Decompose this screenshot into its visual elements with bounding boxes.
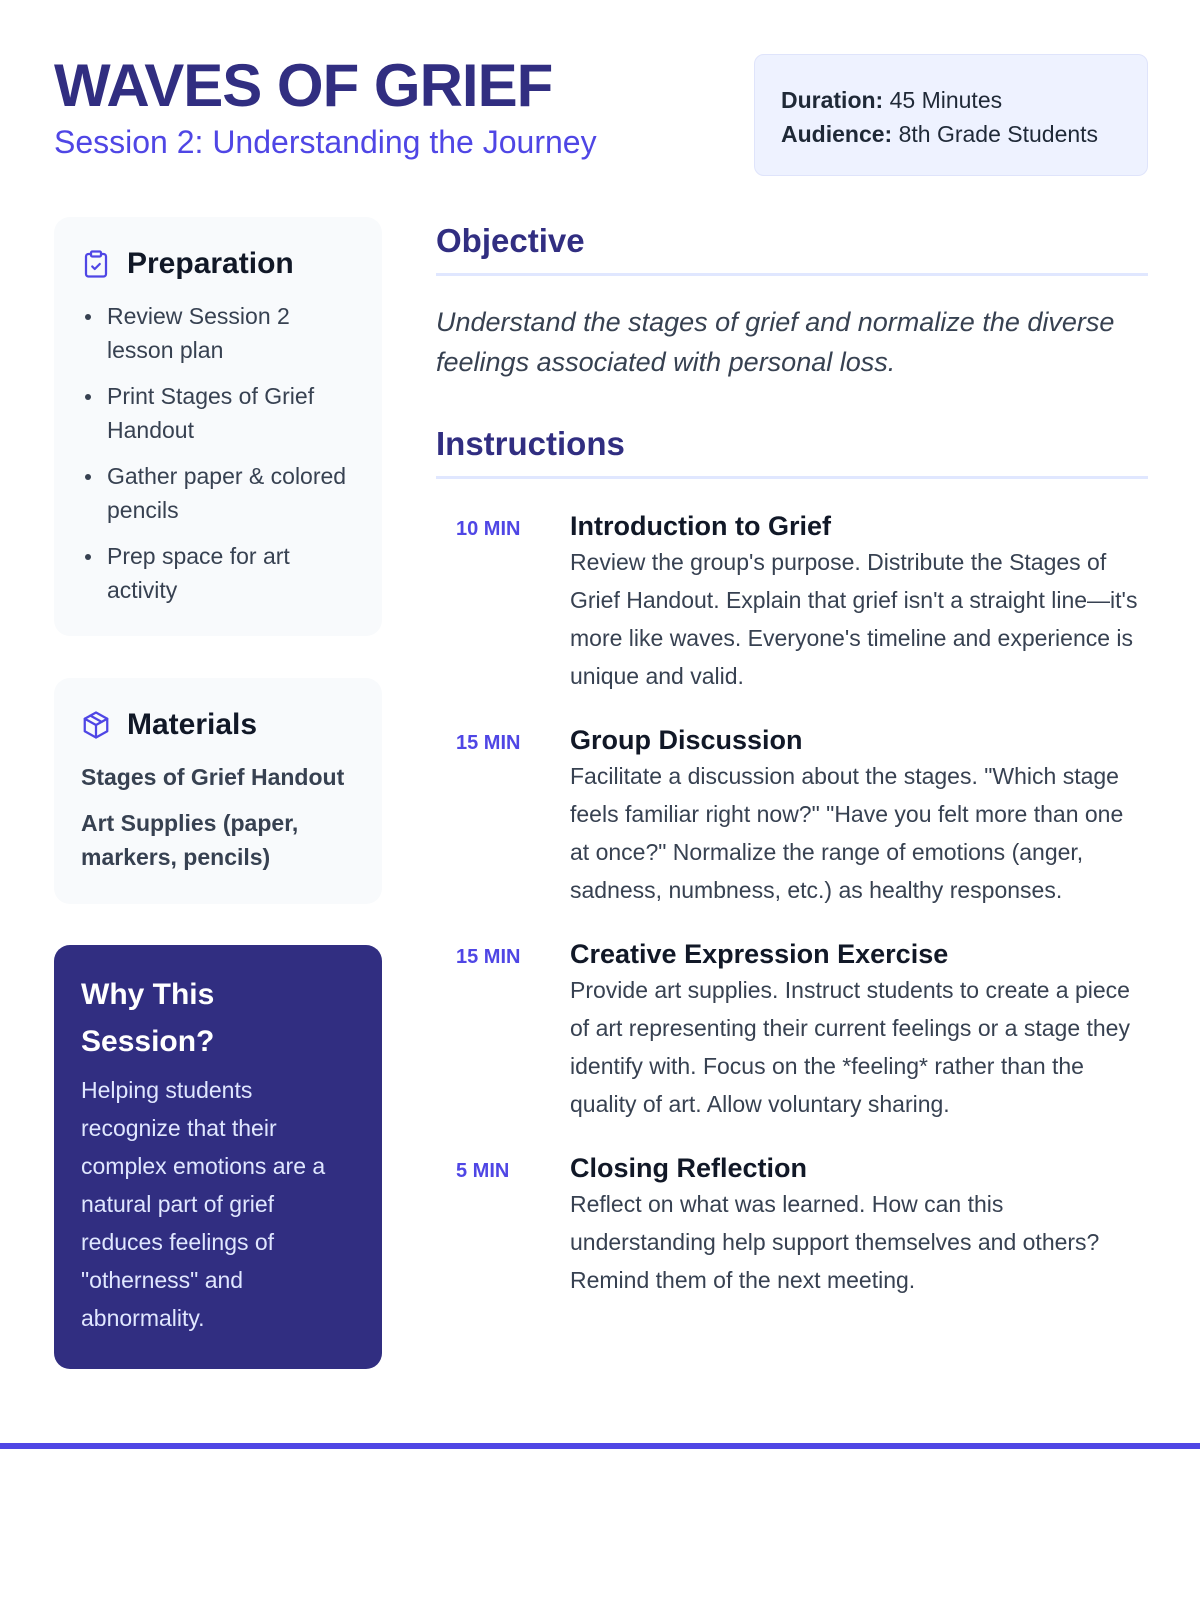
instruction-step xyxy=(436,509,1148,695)
step-body xyxy=(570,723,1148,909)
instruction-steps xyxy=(436,509,1148,1299)
session-meta-box xyxy=(754,54,1148,176)
preparation-title: Preparation xyxy=(127,247,294,280)
duration-row xyxy=(781,83,1121,117)
materials-title: Materials xyxy=(127,708,258,741)
instruction-step xyxy=(436,1151,1148,1299)
list-item: Stages of Grief Handout xyxy=(81,764,345,790)
clipboard-check-icon xyxy=(81,249,111,279)
list-item: Prep space for art activity xyxy=(81,539,356,607)
audience-label: Audience: xyxy=(781,121,893,147)
step-title: Introduction to Grief xyxy=(570,511,831,541)
step-description: Reflect on what was learned. How can this understanding help support themselves and others? Remind them of the next meeting. xyxy=(570,1191,1100,1293)
materials-header xyxy=(81,708,356,742)
page-subtitle: Session 2: Understanding the Journey xyxy=(54,124,597,160)
step-description: Review the group's purpose. Distribute the Stages of Grief Handout. Explain that grief isn't a straight line—it's more like waves. Everyone's timeline and experience is unique and valid. xyxy=(570,549,1138,689)
list-item: Print Stages of Grief Handout xyxy=(81,379,356,447)
duration-value: 45 Minutes xyxy=(889,87,1003,113)
footer-accent-bar xyxy=(0,1443,1200,1449)
instruction-step xyxy=(436,723,1148,909)
why-text: Helping students recognize that their complex emotions are a natural part of grief reduces feelings of "otherness" and abnormality. xyxy=(81,1077,326,1331)
header xyxy=(54,52,1148,177)
why-title: Why This Session? xyxy=(81,978,215,1058)
step-title: Creative Expression Exercise xyxy=(570,939,949,969)
step-body xyxy=(570,509,1148,695)
step-duration: 15 MIN xyxy=(456,946,521,968)
preparation-list xyxy=(81,299,356,607)
instruction-step xyxy=(436,937,1148,1123)
step-body xyxy=(570,937,1148,1123)
step-duration: 15 MIN xyxy=(456,732,521,754)
list-item: Art Supplies (paper, markers, pencils) xyxy=(81,810,299,870)
main-content xyxy=(436,219,1148,1327)
step-body xyxy=(570,1151,1148,1299)
list-item: Gather paper & colored pencils xyxy=(81,459,356,527)
duration-label: Duration: xyxy=(781,87,884,113)
instructions-heading: Instructions xyxy=(436,422,1148,479)
objective-text: Understand the stages of grief and normalize the diverse feelings associated with personal loss. xyxy=(436,307,1115,377)
step-duration: 5 MIN xyxy=(456,1160,510,1182)
step-description: Facilitate a discussion about the stages. "Which stage feels familiar right now?" "Have you felt more than one at once?" Normalize the range of emotions (anger, sadness, numbness, etc.) as healthy responses. xyxy=(570,763,1124,903)
step-description: Provide art supplies. Instruct students to create a piece of art representing their current feelings or a stage they identify with. Focus on the *feeling* rather than the quality of art. Allow voluntary sharing. xyxy=(570,977,1130,1117)
step-duration: 10 MIN xyxy=(456,518,521,540)
audience-row xyxy=(781,117,1121,151)
page-title: WAVES OF GRIEF xyxy=(54,52,553,119)
why-this-session-card xyxy=(54,945,382,1369)
materials-card xyxy=(54,678,382,904)
list-item: Review Session 2 lesson plan xyxy=(81,299,356,367)
step-title: Group Discussion xyxy=(570,725,803,755)
objective-heading: Objective xyxy=(436,219,1148,276)
preparation-header xyxy=(81,247,356,281)
step-title: Closing Reflection xyxy=(570,1153,808,1183)
package-icon xyxy=(81,710,111,740)
audience-value: 8th Grade Students xyxy=(898,121,1099,147)
preparation-card xyxy=(54,217,382,636)
